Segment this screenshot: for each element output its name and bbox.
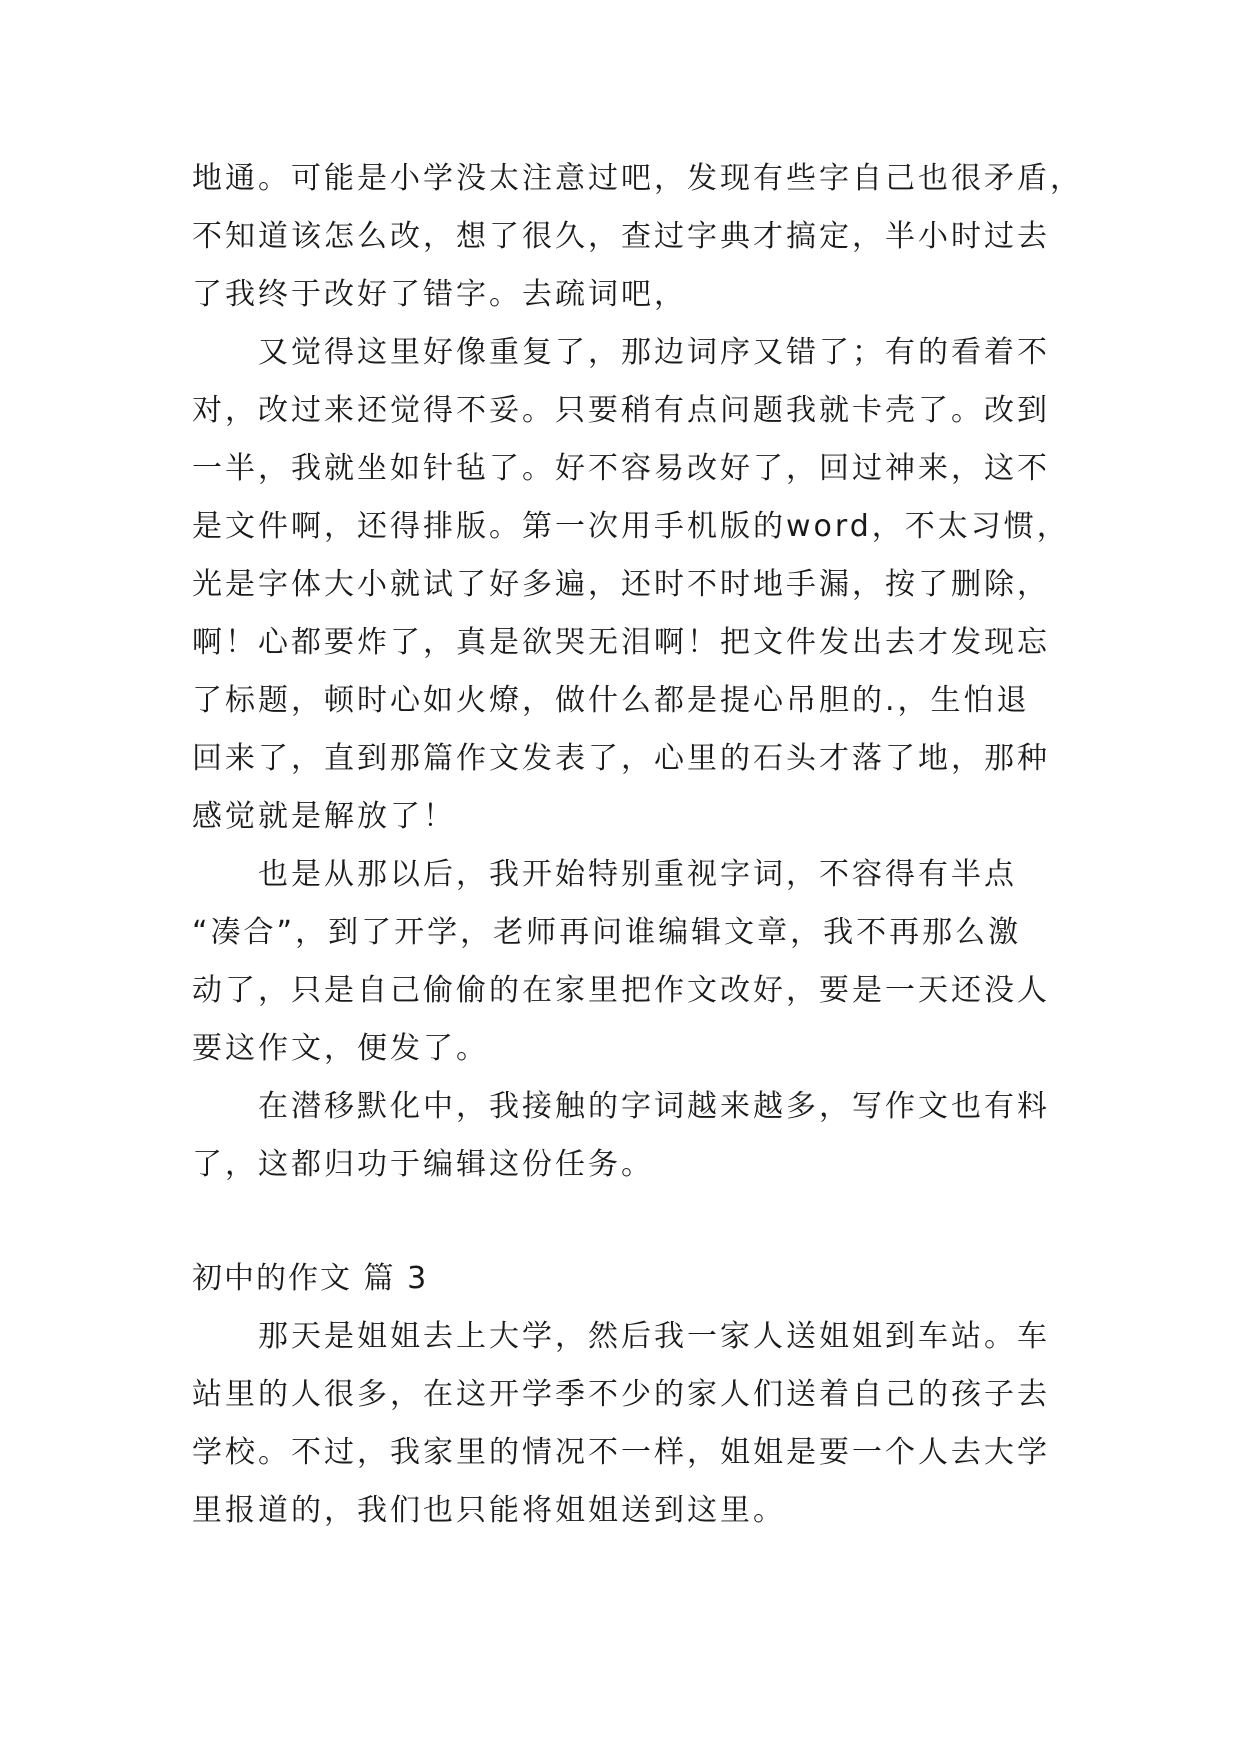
paragraph-line: 啊！心都要炸了，真是欲哭无泪啊！把文件发出去才发现忘 <box>192 625 1050 660</box>
paragraph-line: 里报道的，我们也只能将姐姐送到这里。 <box>192 1493 786 1528</box>
paragraph-line: 是文件啊，还得排版。第一次用手机版的word，不太习惯， <box>192 509 1070 544</box>
paragraph-line: 要这作文，便发了。 <box>192 1031 489 1066</box>
paragraph-line: “凑合”，到了开学，老师再问谁编辑文章，我不再那么激 <box>192 915 1022 950</box>
paragraph-line: 也是从那以后，我开始特别重视字词，不容得有半点 <box>258 857 1017 892</box>
paragraph-line: 在潜移默化中，我接触的字词越来越多，写作文也有料 <box>258 1089 1050 1124</box>
paragraph-line: 一半，我就坐如针毡了。好不容易改好了，回过神来，这不 <box>192 451 1050 486</box>
paragraph-line: 动了，只是自己偷偷的在家里把作文改好，要是一天还没人 <box>192 973 1050 1008</box>
essay-2-body <box>192 150 1083 1194</box>
paragraph-line: 站里的人很多，在这开学季不少的家人们送着自己的孩子去 <box>192 1377 1050 1412</box>
paragraph-line: 不知道该怎么改，想了很久，查过字典才搞定，半小时过去 <box>192 219 1050 254</box>
paragraph-line: 那天是姐姐去上大学，然后我一家人送姐姐到车站。车 <box>258 1319 1050 1354</box>
paragraph-line: 光是字体大小就试了好多遍，还时不时地手漏，按了删除， <box>192 567 1050 602</box>
paragraph-line: 地通。可能是小学没太注意过吧，发现有些字自己也很矛盾， <box>192 161 1083 196</box>
essay-3-section <box>192 1250 1052 1540</box>
paragraph-line: 感觉就是解放了！ <box>192 799 456 834</box>
section-heading: 初中的作文 篇 3 <box>192 1261 429 1296</box>
paragraph-line: 了我终于改好了错字。去疏词吧， <box>192 277 687 312</box>
paragraph-line: 又觉得这里好像重复了，那边词序又错了；有的看着不 <box>258 335 1050 370</box>
paragraph-line: 回来了，直到那篇作文发表了，心里的石头才落了地，那种 <box>192 741 1050 776</box>
paragraph-line: 学校。不过，我家里的情况不一样，姐姐是要一个人去大学 <box>192 1435 1050 1470</box>
paragraph-line: 了标题，顿时心如火燎，做什么都是提心吊胆的.，生怕退 <box>192 683 1030 718</box>
paragraph-line: 对，改过来还觉得不妥。只要稍有点问题我就卡壳了。改到 <box>192 393 1050 428</box>
paragraph-line: 了，这都归功于编辑这份任务。 <box>192 1147 654 1182</box>
